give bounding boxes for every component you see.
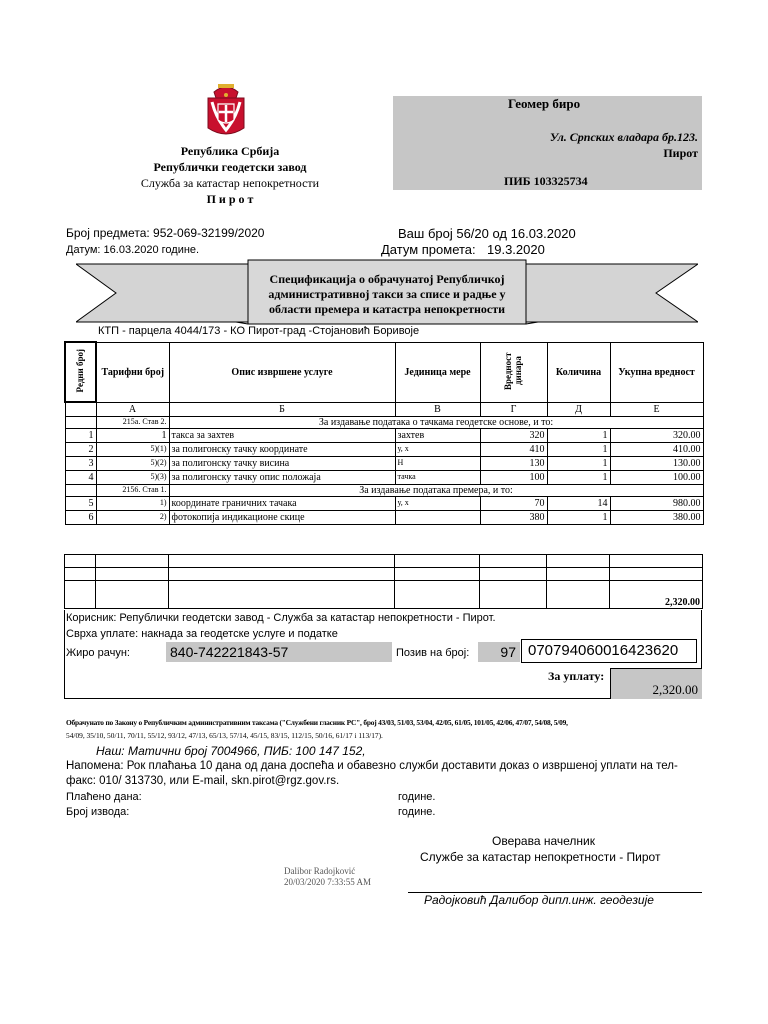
legal-line-1: Обрачунато по Закону о Републичким административним таксама ("Службени гласник РС", број 43/03, 51/03, 53/04, 42/05, 61/05, 101/05, 42/06, 47/07, 54/08, 5/09, [66, 718, 568, 727]
your-number: Ваш број 56/20 од 16.03.2020 [398, 226, 576, 241]
header-row-no: Редни број [65, 342, 96, 402]
addressee-name: Геомер биро [508, 96, 581, 111]
header-city: П и р о т [206, 192, 254, 206]
addressee-street: Ул. Српских владара бр.123. [549, 130, 698, 144]
signatory-name: Радојковић Далибор дипл.инж. геодезије [424, 893, 654, 907]
letter-e: Е [610, 402, 703, 416]
letter-b: Б [169, 402, 395, 416]
header-unit: Јединица мере [395, 342, 480, 402]
signature-stamp-name: Dalibor Radojković [284, 866, 356, 876]
header-institute: Републички геодетски завод [153, 160, 307, 174]
section-1-blank [65, 416, 96, 428]
legal-line-2: 54/09, 35/10, 50/11, 70/11, 55/12, 93/12, 47/13, 65/13, 57/14, 45/15, 83/15, 112/15, 50/16, 61/17 і 113/17). [66, 731, 383, 740]
signature-line-2: Службе за катастар непокретности - Пирот [420, 850, 661, 864]
letter-v: В [395, 402, 480, 416]
header-tariff: Тарифни број [96, 342, 169, 402]
signature-line-1: Оверава начелник [492, 834, 595, 848]
statement-label: Број извода: [66, 806, 130, 818]
document-date: Датум: 16.03.2020 године. [66, 244, 200, 256]
paid-day-year: године. [398, 791, 436, 803]
letter-blank [65, 402, 96, 416]
letter-g: Г [480, 402, 547, 416]
banner-line-2: административној такси за списе и радње у [268, 287, 506, 301]
turnover-date-label: Датум промета: [381, 242, 476, 257]
header-quantity: Количина [547, 342, 610, 402]
header-service: Служба за катастар непокретности [140, 176, 320, 190]
paid-day-label: Плаћено дана: [66, 791, 142, 803]
pay-label: За уплату: [548, 669, 605, 683]
header-total: Укупна вредност [610, 342, 703, 402]
reference-number: 070794060016423620 [521, 639, 697, 663]
serbia-coat-of-arms-icon [204, 78, 248, 140]
payment-user: Корисник: Републички геодетски завод - Служба за катастар непокретности - Пирот. [66, 612, 496, 624]
our-ids: Наш: Матични број 7004966, ПИБ: 100 147 152, [96, 744, 366, 758]
note-line-2: факс: 010/ 313730, или E-mail, skn.pirot@rgz.gov.rs. [66, 775, 340, 787]
statement-year: године. [398, 806, 436, 818]
section-2-tariff: 2156. Став 1. [96, 484, 169, 496]
payment-purpose: Сврха уплате: накнада за геодетске услуге и податке [66, 628, 338, 640]
table-row: 6 2) фотокопија индикационе скице 380 1 380.00 [65, 510, 703, 524]
sum-total: 2,320.00 [610, 581, 703, 609]
table-row: 1 1 такса за захтев захтев 320 1 320.00 [65, 428, 703, 442]
signature-stamp-date: 20/03/2020 7:33:55 AM [284, 877, 372, 887]
table-row: 5 1) координате граничних тачака у, х 70 14 980.00 [65, 496, 703, 510]
header-value: Вредност динара [480, 342, 547, 402]
parcel-info: КТП - парцела 4044/173 - КО Пирот-град -Стојановић Боривоје [98, 325, 420, 337]
sum-table [64, 554, 703, 609]
table-row: 4 5)(3) за полигонску тачку опис положаја тачка 100 1 100.00 [65, 470, 703, 484]
section-2-title: За издавање података премера, и то: [169, 484, 703, 496]
letter-d: Д [547, 402, 610, 416]
section-1-title: За издавање података о тачкама геодетске основе, и то: [169, 416, 703, 428]
addressee-city: Пирот [663, 146, 698, 160]
case-number: Број предмета: 952-069-32199/2020 [66, 226, 265, 240]
reference-model: 97 [478, 642, 520, 662]
table-row: 2 5)(1) за полигонску тачку координате у, х 410 1 410.00 [65, 442, 703, 456]
section-1-tariff: 215а. Став 2. [96, 416, 169, 428]
banner-line-1: Спецификација о обрачунатој Републичкој [269, 272, 505, 286]
table-row: 3 5)(2) за полигонску тачку висина Н 130 1 130.00 [65, 456, 703, 470]
account-label: Жиро рачун: [66, 647, 130, 659]
note-line-1: Напомена: Рок плаћања 10 дана од дана доспећа и обавезно служби доставити доказ о извршеној уплати на тел- [66, 760, 678, 772]
banner-line-3: области премера и катастра непокретности [268, 302, 506, 316]
header-description: Опис извршене услуге [169, 342, 395, 402]
header-republic: Република Србија [180, 144, 280, 158]
section-2-blank [65, 484, 96, 496]
turnover-date: 19.3.2020 [487, 242, 545, 257]
letter-a: А [96, 402, 169, 416]
pay-amount: 2,320.00 [610, 668, 702, 699]
reference-label: Позив на број: [396, 647, 470, 659]
addressee-pib: ПИБ 103325734 [504, 174, 588, 188]
specification-table [64, 341, 704, 525]
account-number: 840-742221843-57 [166, 642, 392, 662]
